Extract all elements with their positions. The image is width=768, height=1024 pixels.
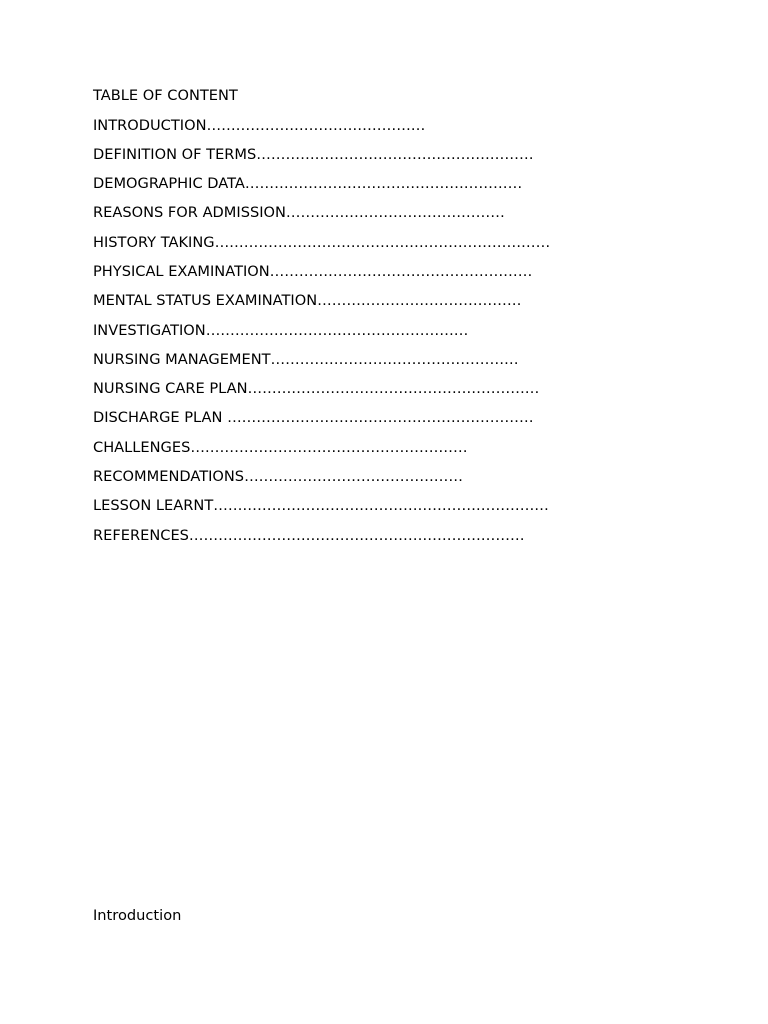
toc-entry-demographic-data: DEMOGRAPHIC DATA………………………………………………… [93, 175, 523, 193]
toc-entry-nursing-care-plan: NURSING CARE PLAN…………………………………………………… [93, 380, 540, 398]
toc-entry-mental-status-examination: MENTAL STATUS EXAMINATION…………………………………… [93, 292, 522, 310]
toc-entry-definition-of-terms: DEFINITION OF TERMS………………………………………………… [93, 145, 534, 163]
toc-entry-investigation: INVESTIGATION……………………………………………… [93, 321, 469, 339]
toc-entry-references: REFERENCES…………………………………………………………… [93, 526, 525, 544]
toc-entry-challenges: CHALLENGES………………………………………………… [93, 438, 468, 456]
toc-entry-lesson-learnt: LESSON LEARNT…………………………………………………………… [93, 497, 549, 515]
toc-entry-recommendations: RECOMMENDATIONS……………………………………… [93, 468, 463, 486]
toc-entry-discharge-plan: DISCHARGE PLAN ……………………………………………………… [93, 409, 534, 427]
toc-list [93, 116, 713, 545]
table-of-contents [93, 86, 713, 555]
toc-entry-reasons-for-admission: REASONS FOR ADMISSION……………………………………… [93, 204, 505, 222]
toc-heading: TABLE OF CONTENT [93, 87, 238, 104]
toc-entry-nursing-management: NURSING MANAGEMENT…………………………………………… [93, 350, 519, 368]
toc-entry-physical-examination: PHYSICAL EXAMINATION……………………………………………… [93, 262, 533, 280]
toc-entry-history-taking: HISTORY TAKING…………………………………………………………… [93, 233, 551, 251]
toc-entry-introduction: INTRODUCTION……………………………………… [93, 116, 426, 134]
section-title-introduction: Introduction [93, 907, 182, 924]
